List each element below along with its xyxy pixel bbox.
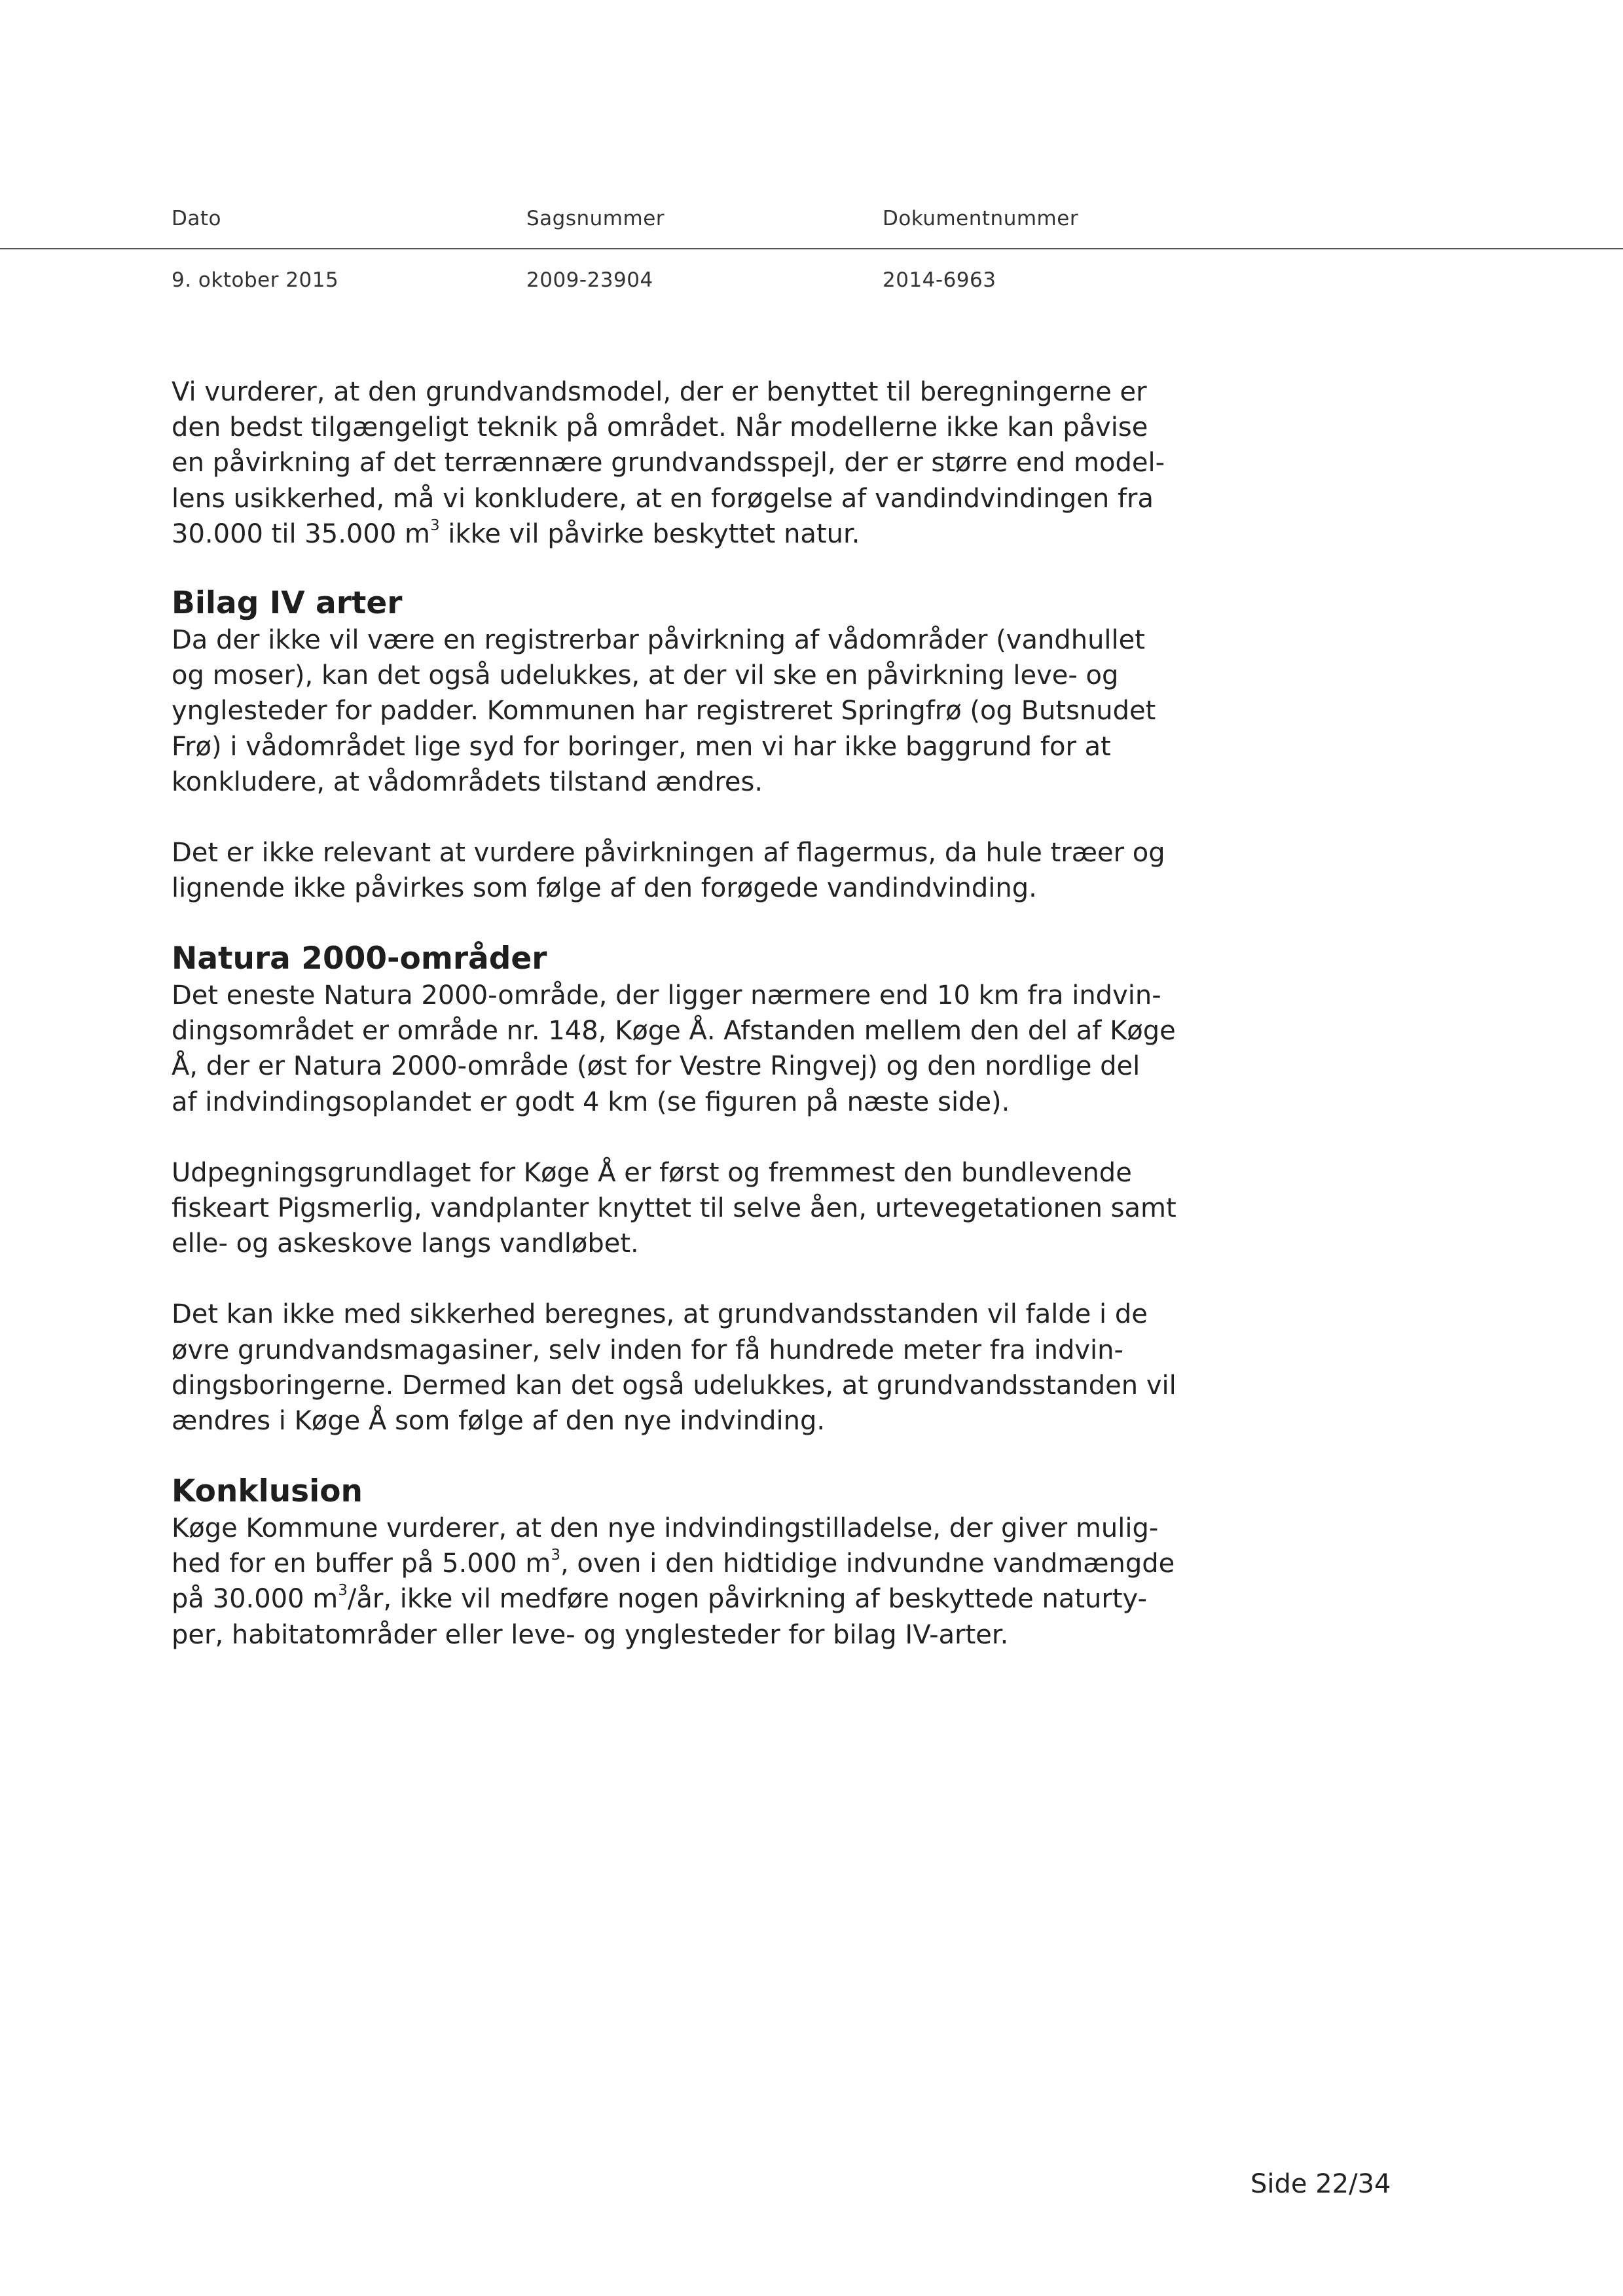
natura-paragraph-2: Udpegningsgrundlaget for Køge Å er først og fremmest den bundlevende fiskeart Pigsmerlig, vandplanter knyttet til selve åen, urtevegetationen samt elle- og askeskove langs vandløbet. — [172, 1157, 1176, 1259]
konklusion-text-c: /år, ikke vil medføre nogen påvirkning af beskyttede naturty- per, habitatområder eller leve- og ynglesteder for bilag IV-arter. — [172, 1584, 1147, 1650]
konklusion-paragraph — [172, 1511, 1245, 1653]
natura-paragraph-3: Det kan ikke med sikkerhed beregnes, at grundvandsstanden vil falde i de øvre grundvandsmagasiner, selv inden for få hundrede meter fra indvin- dingsboringerne. Dermed kan det også udelukkes, at grundvandsstanden vil ændres i Køge Å som følge af den nye indvinding. — [172, 1299, 1176, 1437]
case-number-label: Sagsnummer — [526, 207, 665, 230]
header-labels — [0, 207, 1623, 236]
konklusion-text-a: Køge Kommune vurderer, at den nye indvindingstilladelse, der giver mulig- hed for en buffer på 5.000 m — [172, 1513, 1159, 1579]
header-values — [0, 268, 1623, 297]
intro-text-a: Vi vurderer, at den grundvandsmodel, der er benyttet til beregningerne er den bedst tilgængeligt teknik på området. Når modellerne ikke kan påvise en påvirkning af det terrænnære grundvandsspejl, der er større end model- lens usikkerhed, må vi konkludere, at en forøgelse af vandindvindingen fra 30.000 til 35.000 m — [172, 377, 1165, 549]
natura-heading: Natura 2000-områder — [172, 941, 547, 977]
konklusion-text-b: , oven i den hidtidige indvundne vandmængde på 30.000 m — [172, 1549, 1175, 1615]
cubic-superscript: 3 — [338, 1582, 348, 1600]
natura-paragraph-1: Det eneste Natura 2000-område, der ligger nærmere end 10 km fra indvin- dingsområdet er område nr. 148, Køge Å. Afstanden mellem den del af Køge Å, der er Natura 2000-område (øst for Vestre Ringvej) og den nordlige del af indvindingsoplandet er godt 4 km (se figuren på næste side). — [172, 980, 1176, 1117]
bilag-paragraph-1: Da der ikke vil være en registrerbar påvirkning af vådområder (vandhullet og moser), kan det også udelukkes, at der vil ske en påvirkning leve- og ynglesteder for padder. Kommunen har registreret Springfrø (og Butsnudet Frø) i vådområdet lige syd for boringer, men vi har ikke baggrund for at konkludere, at vådområdets tilstand ændres. — [172, 625, 1156, 797]
konklusion-section — [172, 1473, 1245, 1688]
bilag-heading: Bilag IV arter — [172, 585, 403, 621]
document-number-label: Dokumentnummer — [883, 207, 1079, 230]
document-number-value: 2014-6963 — [883, 268, 996, 292]
case-number-value: 2009-23904 — [526, 268, 653, 292]
bilag-paragraph-2: Det er ikke relevant at vurdere påvirkningen af flagermus, da hule træer og lignende ikke påvirkes som følge af den forøgede vandindvinding. — [172, 838, 1165, 904]
konklusion-heading: Konklusion — [172, 1473, 363, 1509]
page-number: Side 22/34 — [1250, 2169, 1391, 2199]
date-value: 9. oktober 2015 — [172, 268, 339, 292]
intro-text-b: ikke vil påvirke beskyttet natur. — [439, 518, 860, 549]
date-label: Dato — [172, 207, 221, 230]
intro-section — [172, 374, 1245, 587]
cubic-superscript: 3 — [429, 516, 440, 534]
natura-section — [172, 940, 1245, 1474]
bilag-section — [172, 584, 1245, 941]
intro-paragraph — [172, 374, 1245, 552]
cubic-superscript: 3 — [551, 1547, 560, 1564]
header-divider — [0, 248, 1623, 249]
